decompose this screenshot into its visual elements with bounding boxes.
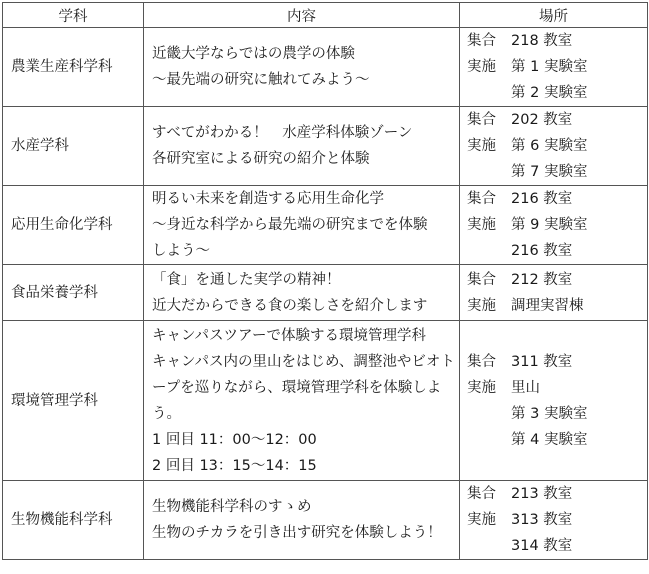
- place-value: 第 1 実験室: [511, 59, 588, 75]
- place-line: [467, 375, 647, 401]
- place-value: 218 教室: [511, 33, 573, 49]
- place-line: [467, 507, 647, 533]
- header-content: 内容: [144, 3, 460, 28]
- content-cell: [144, 321, 460, 481]
- content-line: ープを巡りながら、環境管理学科を体験しよ: [152, 379, 442, 396]
- content-line: 生物機能科学科のすゝめ: [152, 499, 312, 515]
- place-label: 実施: [467, 217, 496, 233]
- content-cell: [144, 265, 460, 321]
- content-line: キャンパスツアーで体験する環境管理学科: [152, 327, 427, 344]
- place-label: 実施: [467, 138, 496, 154]
- content-line: 明るい未来を創造する応用生命化学: [152, 191, 384, 207]
- place-value: 調理実習棟: [511, 297, 584, 314]
- place-cell: [460, 481, 648, 560]
- place-line: [467, 293, 647, 319]
- place-cell: [460, 28, 648, 107]
- content-line: すべてがわかる！ 水産学科体験ゾーン: [152, 125, 413, 141]
- place-label: 実施: [467, 379, 496, 396]
- place-label: 実施: [467, 512, 496, 528]
- place-value: 里山: [511, 379, 540, 396]
- place-label: [467, 401, 511, 427]
- table-body: [3, 28, 648, 560]
- place-label: [467, 80, 511, 106]
- place-line: [467, 107, 647, 133]
- place-value: 第 7 実験室: [511, 164, 588, 180]
- place-line: [467, 186, 647, 212]
- header-row: [3, 3, 648, 28]
- header-dept: 学科: [3, 3, 144, 28]
- place-label: 集合: [467, 33, 496, 49]
- place-label: 集合: [467, 112, 496, 128]
- place-value: 第 6 実験室: [511, 138, 588, 154]
- experience-table: [2, 2, 648, 560]
- place-value: 216 教室: [511, 243, 573, 259]
- place-line: [467, 427, 647, 453]
- place-value: 313 教室: [511, 512, 573, 528]
- content-cell: [144, 481, 460, 560]
- dept-cell: 農業生産科学科: [3, 28, 144, 107]
- place-label: 集合: [467, 271, 496, 288]
- content-line: しよう～: [152, 243, 210, 259]
- place-cell: [460, 107, 648, 186]
- place-line: [467, 349, 647, 375]
- table-row: [3, 481, 648, 560]
- place-cell: [460, 321, 648, 481]
- content-line: 近大だからできる食の楽しさを紹介します: [152, 297, 428, 314]
- place-line: [467, 28, 647, 54]
- table-row: [3, 321, 648, 481]
- place-value: 311 教室: [511, 353, 573, 370]
- place-value: 202 教室: [511, 112, 573, 128]
- content-cell: [144, 107, 460, 186]
- place-label: [467, 533, 511, 559]
- content-cell: [144, 28, 460, 107]
- place-cell: [460, 265, 648, 321]
- content-line: 2 回目 13：15～14：15: [152, 457, 317, 474]
- place-label: 集合: [467, 191, 496, 207]
- table-row: [3, 107, 648, 186]
- dept-cell: 食品栄養学科: [3, 265, 144, 321]
- content-line: 近畿大学ならではの農学の体験: [152, 46, 355, 62]
- place-line: [467, 267, 647, 293]
- place-label: [467, 159, 511, 185]
- place-line: [467, 159, 647, 185]
- content-line: 各研究室による研究の紹介と体験: [152, 151, 370, 167]
- content-line: キャンパス内の里山をはじめ、調整池やビオト: [152, 353, 455, 370]
- place-line: [467, 238, 647, 264]
- table-row: [3, 265, 648, 321]
- content-line: う。: [152, 405, 181, 422]
- place-cell: [460, 186, 648, 265]
- content-line: ～最先端の研究に触れてみよう～: [152, 72, 370, 88]
- place-value: 第 2 実験室: [511, 85, 588, 101]
- place-value: 314 教室: [511, 538, 573, 554]
- place-label: 集合: [467, 486, 496, 502]
- header-place: 場所: [460, 3, 648, 28]
- place-line: [467, 54, 647, 80]
- dept-cell: 水産学科: [3, 107, 144, 186]
- place-value: 216 教室: [511, 191, 573, 207]
- table-row: [3, 28, 648, 107]
- content-line: 「食」を通した実学の精神！: [152, 271, 341, 288]
- dept-cell: 応用生命化学科: [3, 186, 144, 265]
- place-value: 213 教室: [511, 486, 573, 502]
- content-line: ～身近な科学から最先端の研究までを体験: [152, 217, 428, 233]
- place-line: [467, 133, 647, 159]
- place-value: 第 4 実験室: [511, 431, 588, 448]
- dept-cell: 生物機能科学科: [3, 481, 144, 560]
- content-line: 生物のチカラを引き出す研究を体験しよう！: [152, 525, 442, 541]
- content-line: 1 回目 11：00～12：00: [152, 431, 317, 448]
- place-line: [467, 212, 647, 238]
- table-row: [3, 186, 648, 265]
- place-label: 集合: [467, 353, 496, 370]
- place-line: [467, 80, 647, 106]
- place-label: [467, 238, 511, 264]
- place-label: 実施: [467, 59, 496, 75]
- place-value: 212 教室: [511, 271, 573, 288]
- dept-cell: 環境管理学科: [3, 321, 144, 481]
- place-value: 第 3 実験室: [511, 405, 588, 422]
- place-line: [467, 533, 647, 559]
- content-cell: [144, 186, 460, 265]
- place-line: [467, 481, 647, 507]
- place-value: 第 9 実験室: [511, 217, 588, 233]
- place-label: 実施: [467, 297, 496, 314]
- place-label: [467, 427, 511, 453]
- place-line: [467, 401, 647, 427]
